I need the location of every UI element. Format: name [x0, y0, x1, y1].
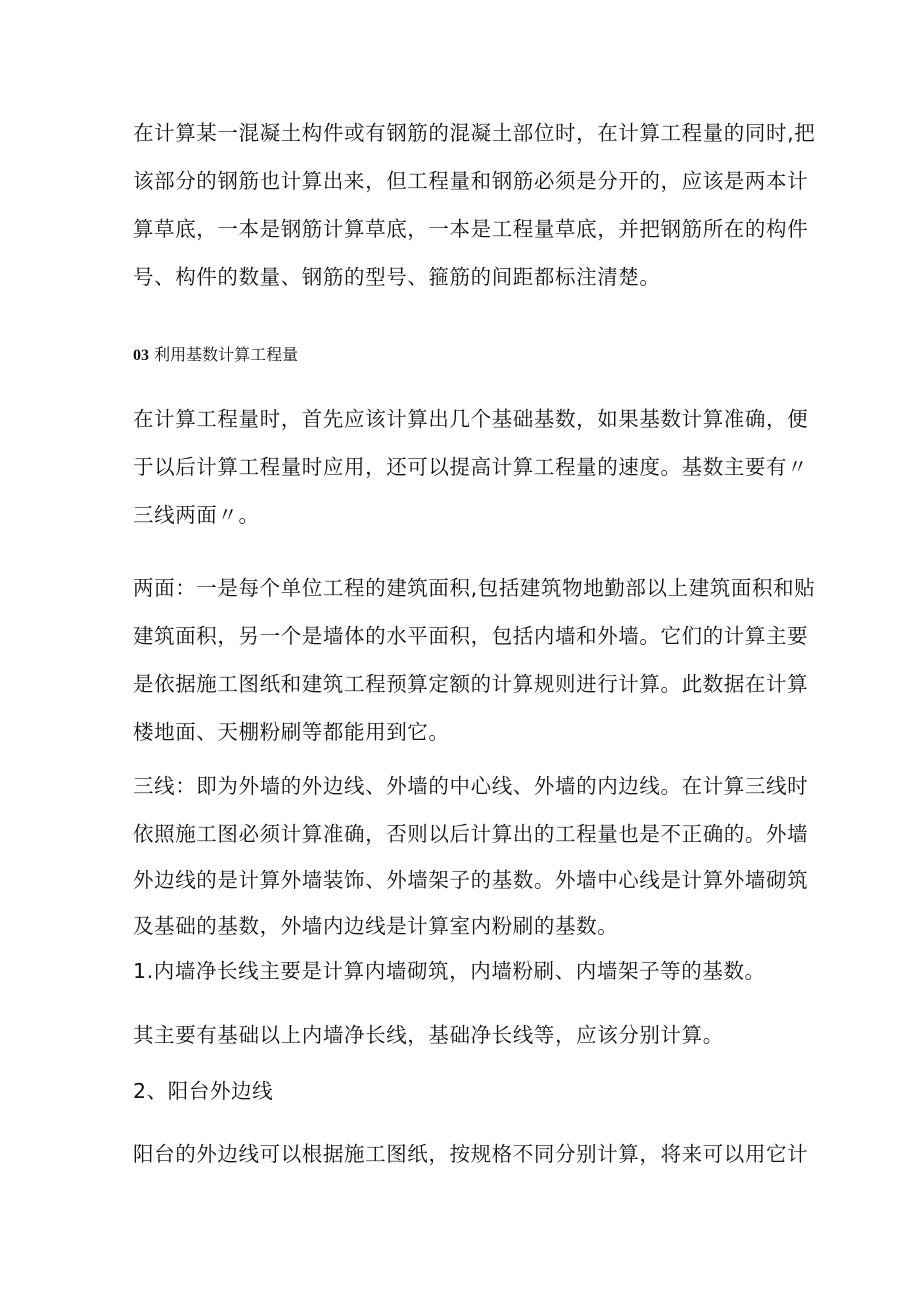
paragraph-4-line-3: 外边线的是计算外墙装饰、外墙架子的基数。外墙中心线是计算外墙砌筑	[133, 868, 809, 892]
paragraph-2-line-2: 于以后计算工程量时应用，还可以提高计算工程量的速度。基数主要有〃	[133, 455, 809, 479]
paragraph-4-line-4: 及基础的基数，外墙内边线是计算室内粉刷的基数。	[133, 914, 619, 938]
paragraph-1-line-2: 该部分的钢筋也计算出来，但工程量和钢筋必须是分开的，应该是两本计	[133, 169, 809, 193]
paragraph-1-line-3: 算草底，一本是钢筋计算草底，一本是工程量草底，并把钢筋所在的构件	[133, 217, 809, 241]
paragraph-2-line-1: 在计算工程量时，首先应该计算出几个基础基数，如果基数计算准确，便	[133, 407, 809, 431]
paragraph-3-line-2: 建筑面积，另一个是墙体的水平面积，包括内墙和外墙。它们的计算主要	[133, 624, 809, 648]
list-item-1: 1.内墙净长线主要是计算内墙砌筑，内墙粉刷、内墙架子等的基数。	[133, 959, 766, 983]
paragraph-4-line-2: 依照施工图必须计算准确，否则以后计算出的工程量也是不正确的。外墙	[133, 822, 809, 846]
section-title: 利用基数计算工程量	[154, 345, 299, 364]
paragraph-4-line-1: 三线：即为外墙的外边线、外墙的中心线、外墙的内边线。在计算三线时	[133, 774, 809, 798]
section-heading	[133, 343, 298, 368]
paragraph-1-line-4: 号、构件的数量、钢筋的型号、箍筋的间距都标注清楚。	[133, 265, 661, 289]
paragraph-1-line-1: 在计算某一混凝土构件或有钢筋的混凝土部位时，在计算工程量的同时,把	[133, 121, 816, 145]
paragraph-3-line-3: 是依据施工图纸和建筑工程预算定额的计算规则进行计算。此数据在计算	[133, 672, 809, 696]
paragraph-5: 其主要有基础以上内墙净长线，基础净长线等，应该分别计算。	[133, 1023, 724, 1047]
list-item-2: 2、阳台外边线	[133, 1079, 274, 1103]
paragraph-6: 阳台的外边线可以根据施工图纸，按规格不同分别计算，将来可以用它计	[133, 1142, 809, 1166]
section-number: 03	[133, 347, 149, 364]
paragraph-3-line-4: 楼地面、天棚粉刷等都能用到它。	[133, 720, 450, 744]
paragraph-3-line-1: 两面：一是每个单位工程的建筑面积,包括建筑物地勤部以上建筑面积和贴	[133, 576, 816, 600]
paragraph-2-line-3: 三线两面〃。	[133, 503, 260, 527]
